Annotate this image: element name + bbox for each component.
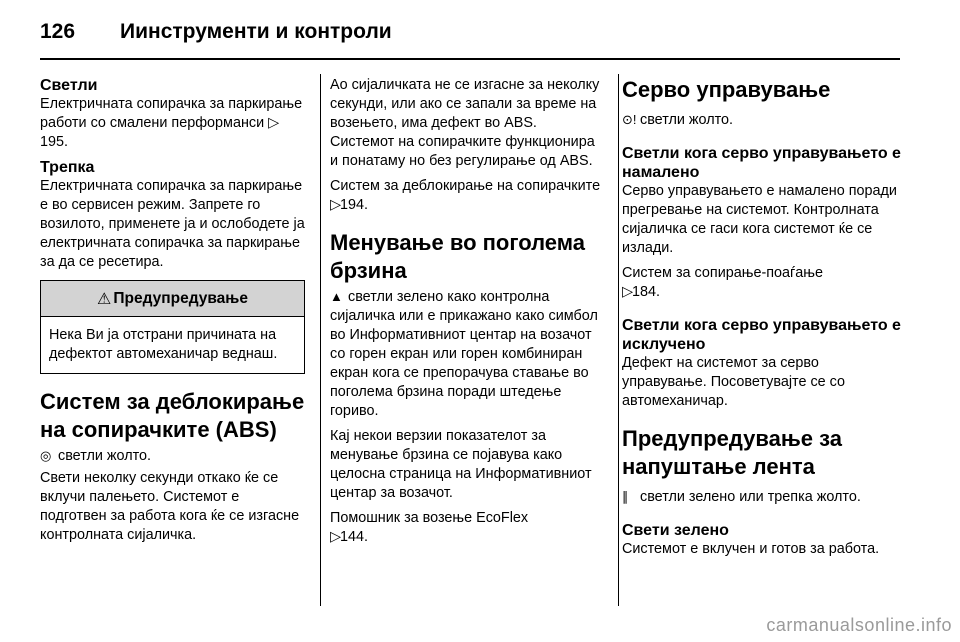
paragraph: Систем за деблокирање на сопирачките ▷194. xyxy=(330,178,601,213)
shift-up-arrow-icon: ▲ xyxy=(330,289,343,304)
section-heading: Систем за деблокирање на сопирачките (ABS) xyxy=(40,389,305,442)
column-3 xyxy=(622,76,907,559)
section-heading: Трепка xyxy=(40,159,95,176)
column-2 xyxy=(330,76,605,547)
section-heading: Серво управување xyxy=(622,77,831,102)
page-reference-arrow-icon: ▷ xyxy=(330,197,342,213)
abs-warning-icon: ◎ xyxy=(40,448,52,463)
section-heading: Светли xyxy=(40,77,98,94)
power-steering-icon: ⊙! xyxy=(622,112,637,127)
lane-departure-icon: ∥ xyxy=(622,489,629,504)
paragraph: ▲ светли зелено како контролна сијаличка или е прикажано како симбол во Информативниот центар на возачот со горен екран или горен комбиниран екран кога се препорачува ставање во поголема брзина поради штедење гориво. xyxy=(330,289,598,419)
column-divider xyxy=(320,74,321,606)
warning-triangle-icon: ⚠ xyxy=(97,290,112,308)
page-title: Иинструменти и контроли xyxy=(120,20,392,43)
section-heading: Светли кога серво управувањето е намалено xyxy=(622,145,901,181)
paragraph: ∥ светли зелено или трепка жолто. xyxy=(622,489,861,505)
paragraph: Помошник за возење EcoFlex ▷144. xyxy=(330,510,529,545)
paragraph: Системот е вклучен и готов за работа. xyxy=(622,541,880,557)
paragraph: Кај некои верзии показателот за менување брзина се појавува како целосна страница на Информативниот центар за возачот. xyxy=(330,428,592,501)
column-1 xyxy=(40,76,305,545)
page-reference-arrow-icon: ▷ xyxy=(622,284,634,300)
paragraph: Дефект на системот за серво управување. Посоветувајте се со автомеханичар. xyxy=(622,355,846,409)
paragraph: ⊙! светли жолто. xyxy=(622,112,734,128)
section-heading: Светли кога серво управувањето е исклучено xyxy=(622,317,901,353)
watermark: carmanualsonline.info xyxy=(766,615,952,635)
page-number: 126 xyxy=(40,20,76,43)
page-header xyxy=(40,20,392,50)
section-heading: Свети зелено xyxy=(622,522,729,539)
section-heading: Предупредување за напуштање лента xyxy=(622,426,843,479)
paragraph: Свети неколку секунди откако ќе се вклучи палењето. Системот е подготвен за работа кога ќе се изгасне контролната сијаличка. xyxy=(40,470,300,543)
paragraph: Систем за сопирање-поаѓање ▷184. xyxy=(622,265,823,300)
warning-box xyxy=(40,280,305,374)
warning-text: Нека Ви ја отстрани причината на дефектот автомеханичар веднаш. xyxy=(49,327,278,362)
column-divider xyxy=(618,74,619,606)
header-rule xyxy=(40,58,900,60)
paragraph: Серво управувањето е намалено поради прегревање на системот. Контролната сијаличка се гаси кога системот ќе се излади. xyxy=(622,183,897,256)
page-reference-arrow-icon: ▷ xyxy=(330,529,342,545)
paragraph: Ао сијаличката не се изгасне за неколку секунди, или ако се запали за време на возењето, има дефект во ABS. Системот на сопирачките функционира и понатаму но без регулирање од ABS. xyxy=(330,77,600,169)
paragraph: Електричната сопирачка за паркирање е во сервисен режим. Запрете го возилото, применете ја и ослободете ја електричната сопирачка за паркирање за да се ресетира. xyxy=(40,178,305,270)
paragraph: Електричната сопирачка за паркирање работи со смалени перформанси ▷195. xyxy=(40,96,303,150)
page-reference-arrow-icon: ▷ xyxy=(268,115,280,131)
section-heading: Менување во поголема брзина xyxy=(330,230,585,283)
paragraph: ◎ светли жолто. xyxy=(40,448,152,464)
warning-header: ⚠ Предупредување xyxy=(41,281,304,317)
